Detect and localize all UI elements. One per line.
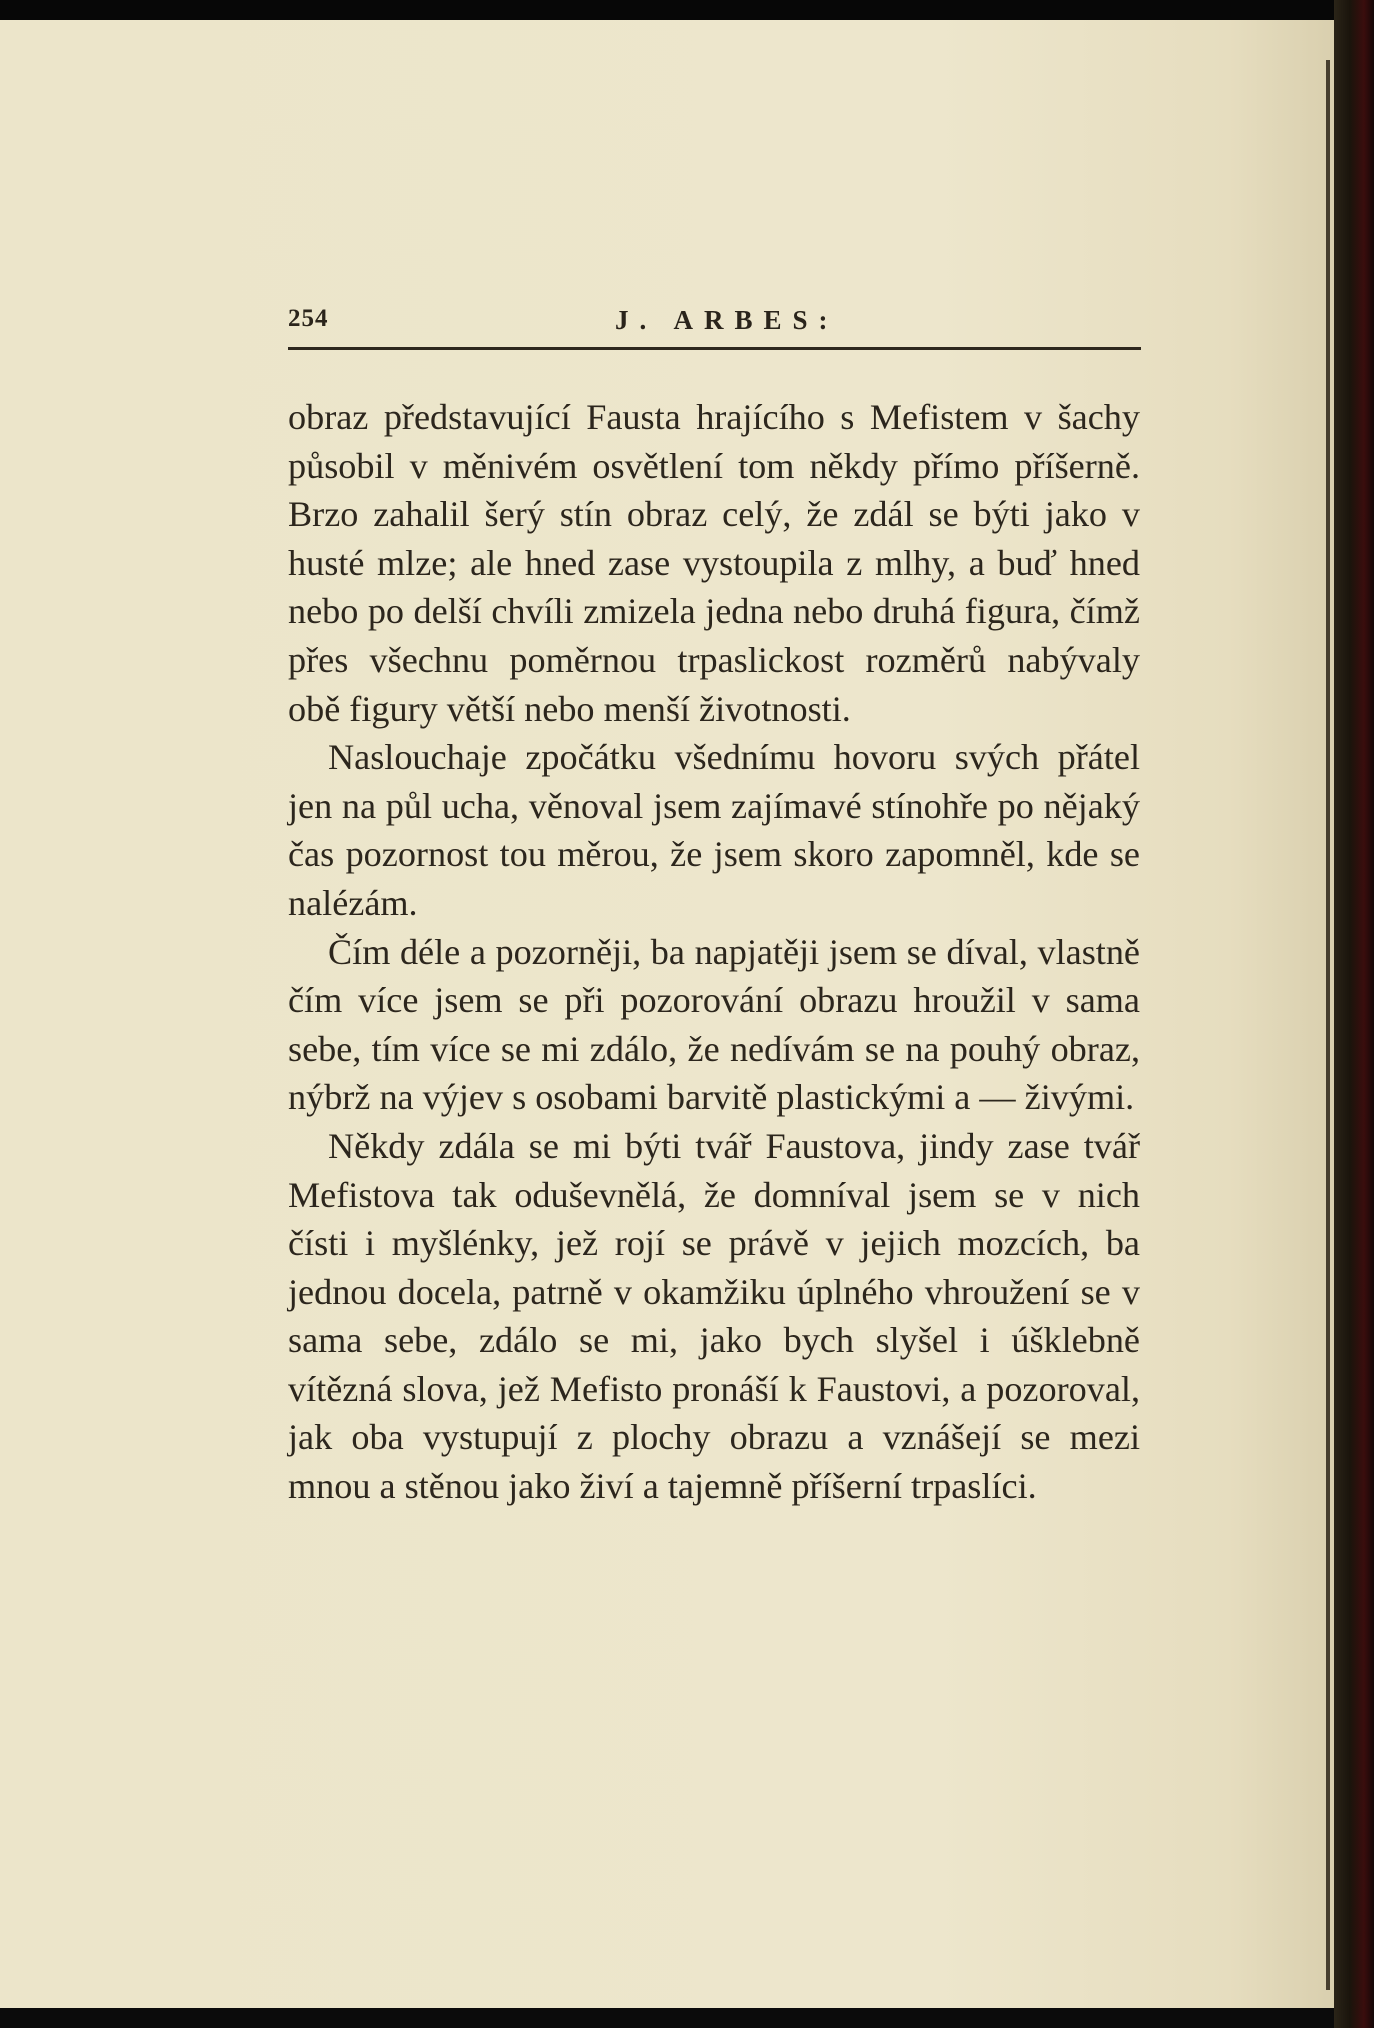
paragraph-1: obraz představující Fausta hrajícího s Mefistem v šachy působil v měnivém osvětlení tom někdy přímo příšerně. Brzo zahalil šerý stín obraz celý, že zdál se býti jako v husté mlze; ale hned zase vystoupila z mlhy, a buď hned nebo po delší chvíli zmizela jedna nebo druhá figura, čímž přes všechnu poměrnou trpaslickost rozměrů nabývaly obě figury větší nebo menší životnosti. bbox=[288, 397, 1140, 729]
book-spine bbox=[1334, 0, 1374, 2028]
paragraph-2: Naslouchaje zpočátku všednímu hovoru svých přátel jen na půl ucha, věnoval jsem zajímavé stínohře po nějaký čas pozornost tou měrou, že jsem skoro zapomněl, kde se nalézám. bbox=[288, 737, 1140, 923]
header-rule bbox=[288, 347, 1141, 350]
paragraph-3: Čím déle a pozorněji, ba napjatěji jsem se díval, vlastně čím více jsem se při pozorování obrazu hroužil v sama sebe, tím více se mi zdálo, že nedívám se na pouhý obraz, nýbrž na výjev s osobami barvitě plastickými a — živými. bbox=[288, 931, 1140, 1118]
page-number: 254 bbox=[288, 305, 329, 332]
body-text bbox=[288, 393, 1140, 1511]
page-edge-line bbox=[1326, 60, 1330, 1990]
scan-top-edge bbox=[0, 0, 1374, 22]
running-head: J. ARBES: bbox=[615, 305, 839, 335]
paragraph-4: Někdy zdála se mi býti tvář Faustova, jindy zase tvář Mefistova tak oduševnělá, že domníval jsem se v nich čísti i myšlénky, jež rojí se právě v jejich mozcích, ba jednou docela, patrně v okamžiku úplného vhroužení se v sama sebe, zdálo se mi, jako bych slyšel i úšklebně vítězná slova, jež Mefisto pronáší k Faustovi, a pozoroval, jak oba vystupují z plochy obrazu a vznášejí se mezi mnou a stěnou jako živí a tajemně příšerní trpaslíci. bbox=[288, 1125, 1140, 1507]
page-header bbox=[288, 305, 1140, 351]
